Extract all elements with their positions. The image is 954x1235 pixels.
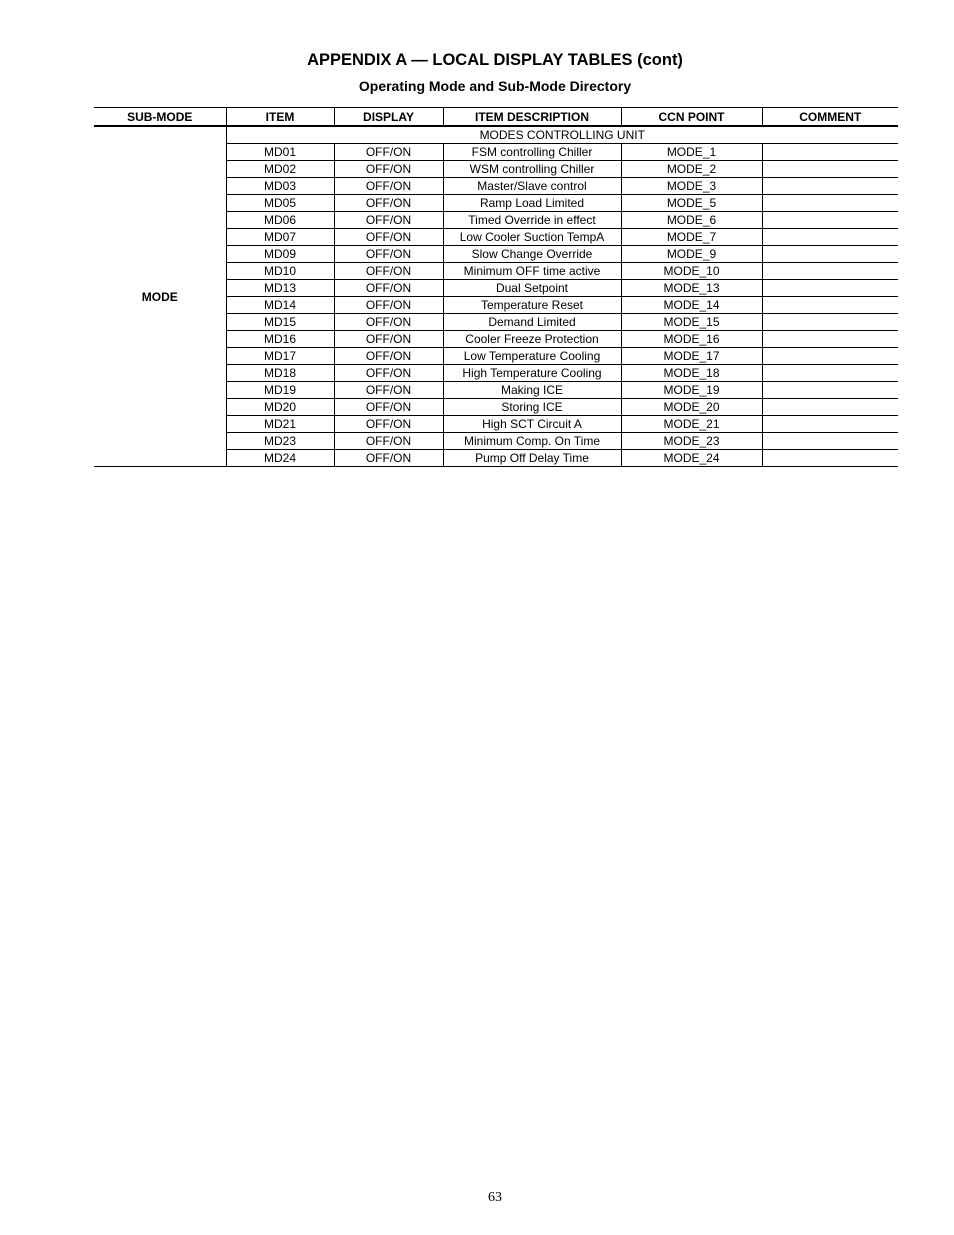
item-cell: MD10 (226, 263, 334, 280)
display-cell: OFF/ON (334, 365, 443, 382)
table-header-row (94, 108, 898, 127)
item-cell: MD16 (226, 331, 334, 348)
comment-cell (762, 450, 898, 467)
display-cell: OFF/ON (334, 144, 443, 161)
comment-cell (762, 314, 898, 331)
comment-cell (762, 263, 898, 280)
comment-cell (762, 161, 898, 178)
display-cell: OFF/ON (334, 263, 443, 280)
item-cell: MD20 (226, 399, 334, 416)
column-header-comment: COMMENT (762, 108, 898, 127)
item-cell: MD14 (226, 297, 334, 314)
display-cell: OFF/ON (334, 246, 443, 263)
column-header-submode: SUB-MODE (94, 108, 226, 127)
item-cell: MD24 (226, 450, 334, 467)
description-cell: Timed Override in effect (443, 212, 621, 229)
description-cell: High Temperature Cooling (443, 365, 621, 382)
item-cell: MD13 (226, 280, 334, 297)
comment-cell (762, 195, 898, 212)
comment-cell (762, 433, 898, 450)
comment-cell (762, 144, 898, 161)
item-cell: MD23 (226, 433, 334, 450)
column-header-item: ITEM (226, 108, 334, 127)
display-cell: OFF/ON (334, 212, 443, 229)
description-cell: WSM controlling Chiller (443, 161, 621, 178)
description-cell: Low Temperature Cooling (443, 348, 621, 365)
description-cell: Minimum Comp. On Time (443, 433, 621, 450)
ccn-point-cell: MODE_23 (621, 433, 762, 450)
ccn-point-cell: MODE_13 (621, 280, 762, 297)
modes-banner: MODES CONTROLLING UNIT (226, 126, 898, 144)
submode-cell: MODE (94, 126, 226, 467)
comment-cell (762, 178, 898, 195)
display-cell: OFF/ON (334, 450, 443, 467)
display-cell: OFF/ON (334, 297, 443, 314)
ccn-point-cell: MODE_1 (621, 144, 762, 161)
comment-cell (762, 229, 898, 246)
column-header-ccn-point: CCN POINT (621, 108, 762, 127)
ccn-point-cell: MODE_24 (621, 450, 762, 467)
ccn-point-cell: MODE_5 (621, 195, 762, 212)
description-cell: Storing ICE (443, 399, 621, 416)
item-cell: MD01 (226, 144, 334, 161)
ccn-point-cell: MODE_20 (621, 399, 762, 416)
ccn-point-cell: MODE_3 (621, 178, 762, 195)
item-cell: MD06 (226, 212, 334, 229)
ccn-point-cell: MODE_15 (621, 314, 762, 331)
display-cell: OFF/ON (334, 314, 443, 331)
comment-cell (762, 246, 898, 263)
description-cell: Minimum OFF time active (443, 263, 621, 280)
comment-cell (762, 399, 898, 416)
ccn-point-cell: MODE_2 (621, 161, 762, 178)
display-cell: OFF/ON (334, 229, 443, 246)
item-cell: MD03 (226, 178, 334, 195)
description-cell: High SCT Circuit A (443, 416, 621, 433)
description-cell: Ramp Load Limited (443, 195, 621, 212)
ccn-point-cell: MODE_17 (621, 348, 762, 365)
comment-cell (762, 297, 898, 314)
description-cell: Temperature Reset (443, 297, 621, 314)
mode-directory-table (94, 107, 898, 467)
item-cell: MD21 (226, 416, 334, 433)
item-cell: MD09 (226, 246, 334, 263)
item-cell: MD18 (226, 365, 334, 382)
display-cell: OFF/ON (334, 161, 443, 178)
comment-cell (762, 382, 898, 399)
description-cell: Dual Setpoint (443, 280, 621, 297)
description-cell: Master/Slave control (443, 178, 621, 195)
display-cell: OFF/ON (334, 331, 443, 348)
comment-cell (762, 280, 898, 297)
ccn-point-cell: MODE_9 (621, 246, 762, 263)
description-cell: Slow Change Override (443, 246, 621, 263)
page-title: APPENDIX A — LOCAL DISPLAY TABLES (cont) (307, 51, 683, 69)
display-cell: OFF/ON (334, 399, 443, 416)
description-cell: Cooler Freeze Protection (443, 331, 621, 348)
ccn-point-cell: MODE_16 (621, 331, 762, 348)
comment-cell (762, 348, 898, 365)
comment-cell (762, 416, 898, 433)
comment-cell (762, 365, 898, 382)
ccn-point-cell: MODE_7 (621, 229, 762, 246)
item-cell: MD02 (226, 161, 334, 178)
description-cell: Pump Off Delay Time (443, 450, 621, 467)
ccn-point-cell: MODE_18 (621, 365, 762, 382)
display-cell: OFF/ON (334, 280, 443, 297)
display-cell: OFF/ON (334, 416, 443, 433)
column-header-item-description: ITEM DESCRIPTION (443, 108, 621, 127)
ccn-point-cell: MODE_10 (621, 263, 762, 280)
item-cell: MD19 (226, 382, 334, 399)
display-cell: OFF/ON (334, 382, 443, 399)
comment-cell (762, 212, 898, 229)
ccn-point-cell: MODE_21 (621, 416, 762, 433)
ccn-point-cell: MODE_6 (621, 212, 762, 229)
description-cell: Making ICE (443, 382, 621, 399)
item-cell: MD17 (226, 348, 334, 365)
banner-row (94, 126, 898, 144)
comment-cell (762, 331, 898, 348)
column-header-display: DISPLAY (334, 108, 443, 127)
ccn-point-cell: MODE_19 (621, 382, 762, 399)
display-cell: OFF/ON (334, 178, 443, 195)
display-cell: OFF/ON (334, 195, 443, 212)
ccn-point-cell: MODE_14 (621, 297, 762, 314)
item-cell: MD15 (226, 314, 334, 331)
description-cell: Low Cooler Suction TempA (443, 229, 621, 246)
description-cell: Demand Limited (443, 314, 621, 331)
item-cell: MD07 (226, 229, 334, 246)
table-subtitle: Operating Mode and Sub-Mode Directory (358, 78, 632, 94)
item-cell: MD05 (226, 195, 334, 212)
display-cell: OFF/ON (334, 433, 443, 450)
page-number: 63 (488, 1190, 502, 1205)
description-cell: FSM controlling Chiller (443, 144, 621, 161)
display-cell: OFF/ON (334, 348, 443, 365)
